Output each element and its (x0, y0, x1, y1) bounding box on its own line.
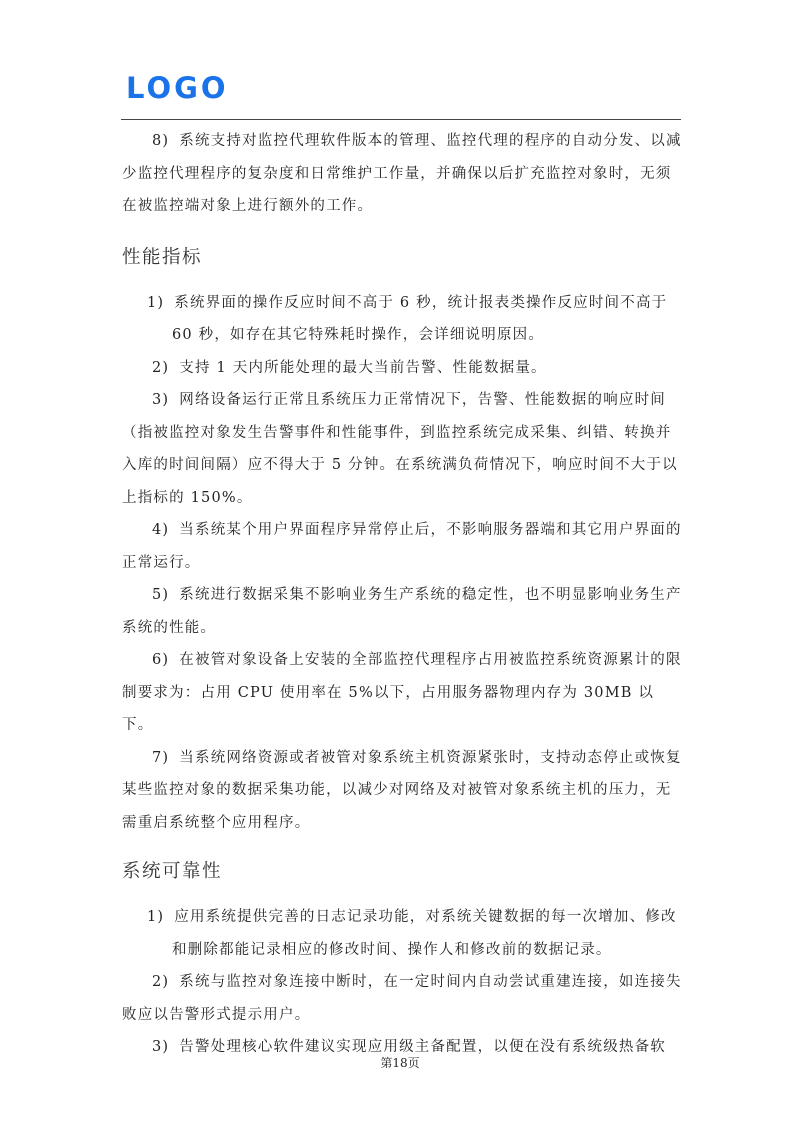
list-item-text: 在被管对象设备上安装的全部监控代理程序占用被监控系统资源累计的限制要求为：占用 CPU 使用率在 5%以下，占用服务器物理内存为 30MB 以下。 (122, 652, 682, 733)
list-item-text: 系统与监控对象连接中断时，在一定时间内自动尝试重建连接，如连接失败应以告警形式提示用户。 (122, 974, 682, 1023)
list-item (122, 514, 682, 579)
list-item-text: 支持 1 天内所能处理的最大当前告警、性能数据量。 (179, 359, 547, 376)
list-number: 3) (152, 392, 170, 408)
list-item-text: 当系统网络资源或者被管对象系统主机资源紧张时，支持动态停止或恢复某些监控对象的数据采集功能，以减少对网络及对被管对象系统主机的压力，无需重启系统整个应用程序。 (122, 749, 682, 831)
list-number: 5) (152, 587, 170, 603)
list-item (122, 742, 682, 840)
list-item (122, 966, 682, 1031)
list-number: 1) (147, 909, 165, 925)
list-item-text: 系统进行数据采集不影响业务生产系统的稳定性，也不明显影响业务生产系统的性能。 (122, 587, 682, 636)
section-heading-performance: 性能指标 (122, 246, 203, 268)
list-item-text: 系统界面的操作反应时间不高于 6 秒，统计报表类操作反应时间不高于 60 秒，如存在其它特殊耗时操作，会详细说明原因。 (172, 294, 668, 343)
list-item-text: 告警处理核心软件建议实现应用级主备配置，以便在没有系统级热备软 (179, 1039, 666, 1055)
section-heading-reliability: 系统可靠性 (122, 861, 223, 882)
list-item (122, 579, 682, 644)
list-number: 7) (152, 749, 170, 766)
list-number: 8) (152, 133, 170, 149)
paragraph-text: 系统支持对监控代理软件版本的管理、监控代理的程序的自动分发、以减少监控代理程序的复杂度和日常维护工作量，并确保以后扩充监控对象时，无须在被监控端对象上进行额外的工作。 (122, 133, 682, 214)
list-item (122, 287, 682, 352)
list-number: 6) (152, 652, 170, 668)
logo: LOGO (126, 71, 229, 105)
list-item (122, 384, 682, 514)
document-body (122, 119, 682, 1064)
list-number: 3) (152, 1039, 170, 1055)
list-number: 1) (147, 294, 165, 311)
list-item (122, 901, 682, 966)
list-item (122, 352, 682, 385)
list-item (122, 644, 682, 742)
list-item-text: 网络设备运行正常且系统压力正常情况下，告警、性能数据的响应时间（指被监控对象发生告警事件和性能事件，到监控系统完成采集、纠错、转换并入库的时间间隔）应不得大于 5 分钟。在系统满负荷情况下，响应时间不大于以上指标的 150%。 (122, 392, 678, 506)
intro-paragraph (122, 125, 682, 223)
list-number: 2) (152, 974, 170, 990)
list-number: 4) (152, 522, 170, 538)
list-number: 2) (152, 359, 170, 376)
list-item-text: 当系统某个用户界面程序异常停止后，不影响服务器端和其它用户界面的正常运行。 (122, 522, 682, 571)
list-item-text: 应用系统提供完善的日志记录功能，对系统关键数据的每一次增加、修改和删除都能记录相应的修改时间、操作人和修改前的数据记录。 (172, 909, 677, 958)
page-number: 第18页 (380, 1056, 420, 1070)
